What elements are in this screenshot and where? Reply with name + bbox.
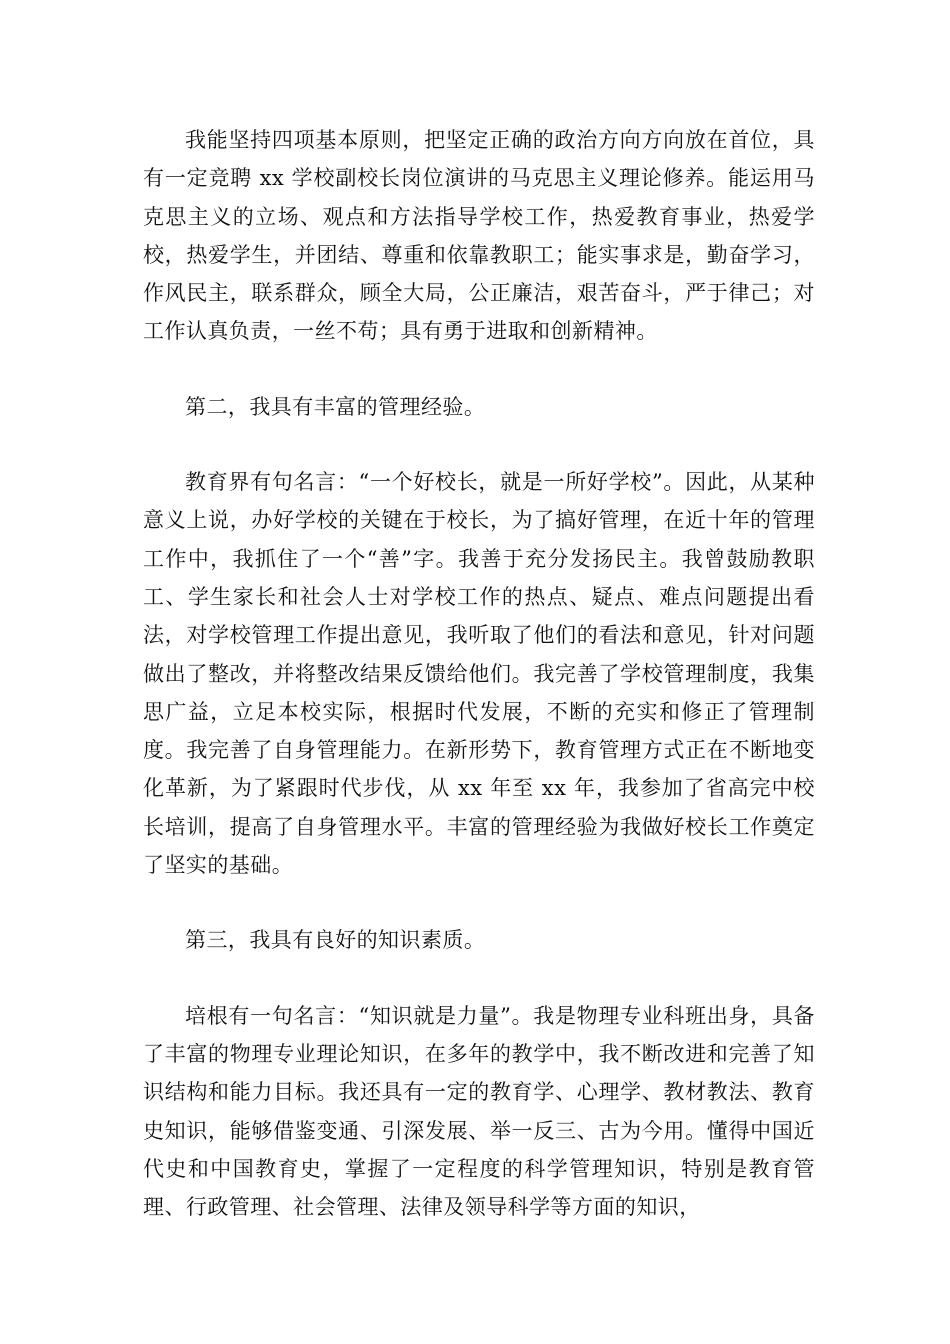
paragraph-principles: 我能坚持四项基本原则，把坚定正确的政治方向方向放在首位，具有一定竞聘 xx 学校副校长岗位演讲的马克思主义理论修养。能运用马克思主义的立场、观点和方法指导学校工作，热爱教育事业，热爱学校，热爱学生，并团结、尊重和依靠教职工；能实事求是，勤奋学习，作风民主，联系群众，顾全大局，公正廉洁，艰苦奋斗，严于律己；对工作认真负责，一丝不苟；具有勇于进取和创新精神。 [143,128,815,344]
document-body [143,121,815,1226]
heading-knowledge-quality: 第三，我具有良好的知识素质。 [185,928,486,953]
paragraph-management-experience: 教育界有句名言：“一个好校长，就是一所好学校”。因此，从某种意义上说，办好学校的关键在于校长，为了搞好管理，在近十年的管理工作中，我抓住了一个“善”字。我善于充分发扬民主。我曾鼓励教职工、学生家长和社会人士对学校工作的热点、疑点、难点问题提出看法，对学校管理工作提出意见，我听取了他们的看法和意见，针对问题做出了整改，并将整改结果反馈给他们。我完善了学校管理制度，我集思广益，立足本校实际，根据时代发展，不断的充实和修正了管理制度。我完善了自身管理能力。在新形势下，教育管理方式正在不断地变化革新，为了紧跟时代步伐，从 xx 年至 xx 年，我参加了省高完中校长培训，提高了自身管理水平。丰富的管理经验为我做好校长工作奠定了坚实的基础。 [143,470,815,878]
heading-management-experience: 第二，我具有丰富的管理经验。 [185,394,486,419]
paragraph-knowledge-quality: 培根有一句名言：“知识就是力量”。我是物理专业科班出身，具备了丰富的物理专业理论知识，在多年的教学中，我不断改进和完善了知识结构和能力目标。我还具有一定的教育学、心理学、教材教法、教育史知识，能够借鉴变通、引深发展、举一反三、古为今用。懂得中国近代史和中国教育史，掌握了一定程度的科学管理知识，特别是教育管理、行政管理、社会管理、法律及领导科学等方面的知识， [143,1003,815,1220]
